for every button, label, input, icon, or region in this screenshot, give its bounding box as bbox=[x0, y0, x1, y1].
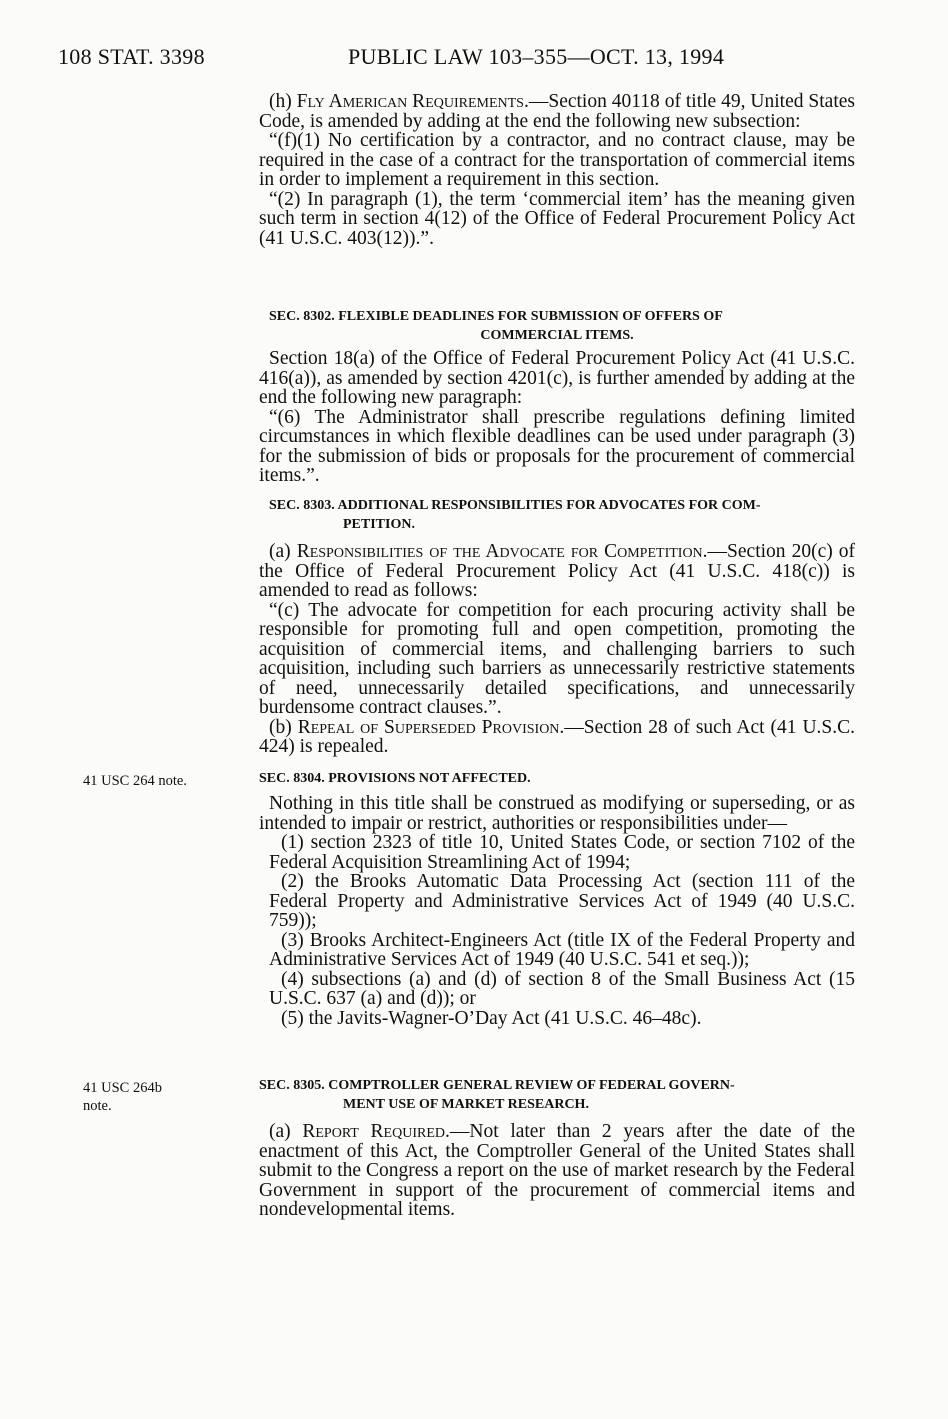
stat-citation: 108 STAT. 3398 bbox=[58, 44, 205, 69]
subsection-caption: Report Required. bbox=[302, 1121, 450, 1142]
list-item-3: (3) Brooks Architect-Engineers Act (title IX of the Federal Property and Administrative Services Act of 1949 (40 U.S.C. 541 et seq.)); bbox=[269, 929, 855, 970]
section-8304-intro: Nothing in this title shall be construed as modifying or superseding, or as intended to impair or restrict, authorities or responsibilities under— bbox=[259, 793, 855, 834]
list-item-5: (5) the Javits-Wagner-O’Day Act (41 U.S.C. 46–48c). bbox=[281, 1007, 702, 1029]
section-8302-body bbox=[259, 349, 855, 486]
section-heading-8304: SEC. 8304. PROVISIONS NOT AFFECTED. bbox=[259, 771, 531, 786]
section-heading-8302: SEC. 8302. FLEXIBLE DEADLINES FOR SUBMISSION OF OFFERS OF COMMERCIAL ITEMS. bbox=[269, 309, 723, 343]
subsection-h bbox=[259, 92, 855, 248]
section-8304-body bbox=[259, 794, 855, 1028]
page-header bbox=[58, 44, 858, 74]
subsection-c-text: “(c) The advocate for competition for each procuring activity shall be responsible for promoting full and open competition, promoting the acquisition of commercial items, and challenging barriers to such acquisition, including such barriers as unnecessarily restrictive statements of need, unnecessarily detailed specifications, and unnecessarily burdensome contract clauses.”. bbox=[259, 599, 855, 718]
paragraph-f2: “(2) In paragraph (1), the term ‘commercial item’ has the meaning given such term in section 4(12) of the Office of Federal Procurement Policy Act (41 U.S.C. 403(12)).”. bbox=[259, 188, 855, 249]
section-heading-8303: SEC. 8303. ADDITIONAL RESPONSIBILITIES FOR ADVOCATES FOR COM- PETITION. bbox=[269, 498, 761, 532]
subsection-caption: Repeal of Superseded Provision. bbox=[297, 716, 565, 738]
list-item-4: (4) subsections (a) and (d) of section 8 of the Small Business Act (15 U.S.C. 637 (a) and (d)); or bbox=[269, 968, 855, 1009]
subsection-caption: Fly American Requirements. bbox=[296, 91, 529, 112]
public-law-citation: PUBLIC LAW 103–355—OCT. 13, 1994 bbox=[348, 44, 725, 69]
section-8305-body bbox=[259, 1122, 855, 1220]
subsection-caption: Responsibilities of the Advocate for Competition. bbox=[296, 541, 708, 562]
paragraph-f1: “(f)(1) No certification by a contractor, and no contract clause, may be required in the case of a contract for the transportation of commercial items in order to implement a requirement in this section. bbox=[259, 130, 855, 190]
subsection-h-heading: (h) Fly American Requirements.—Section 40118 of title 49, United States Code, is amended by adding at the end the following new subsection: bbox=[259, 91, 855, 132]
section-8303-body bbox=[259, 542, 855, 757]
subsection-a: (a) Responsibilities of the Advocate for Competition.—Section 20(c) of the Office of Federal Procurement Policy Act (41 U.S.C. 418(c)) is amended to read as follows: bbox=[259, 541, 855, 601]
section-heading-8305: SEC. 8305. COMPTROLLER GENERAL REVIEW OF FEDERAL GOVERN- MENT USE OF MARKET RESEARCH. bbox=[259, 1078, 735, 1112]
margin-note-264b: 41 USC 264b note. bbox=[83, 1080, 162, 1114]
paragraph-6: “(6) The Administrator shall prescribe regulations defining limited circumstances in which flexible deadlines can be used under paragraph (3) for the submission of bids or proposals for the procurement of commercial items.”. bbox=[259, 406, 855, 486]
margin-note-264: 41 USC 264 note. bbox=[83, 773, 187, 789]
subsection-a-report: (a) Report Required.—Not later than 2 years after the date of the enactment of this Act, the Comptroller General of the United States shall submit to the Congress a report on the use of market research by the Federal Government in support of the procurement of commercial items and nondevelopmental items. bbox=[259, 1121, 856, 1220]
list-item-2: (2) the Brooks Automatic Data Processing Act (section 111 of the Federal Property and Administrative Services Act of 1949 (40 U.S.C. 759)); bbox=[269, 871, 855, 931]
subsection-b: (b) Repeal of Superseded Provision.—Section 28 of such Act (41 U.S.C. 424) is repealed. bbox=[259, 716, 856, 757]
section-8302-text: Section 18(a) of the Office of Federal Procurement Policy Act (41 U.S.C. 416(a)), as amended by section 4201(c), is further amended by adding at the end the following new paragraph: bbox=[259, 348, 855, 408]
list-item-1: (1) section 2323 of title 10, United States Code, or section 7102 of the Federal Acquisition Streamlining Act of 1994; bbox=[269, 832, 855, 873]
